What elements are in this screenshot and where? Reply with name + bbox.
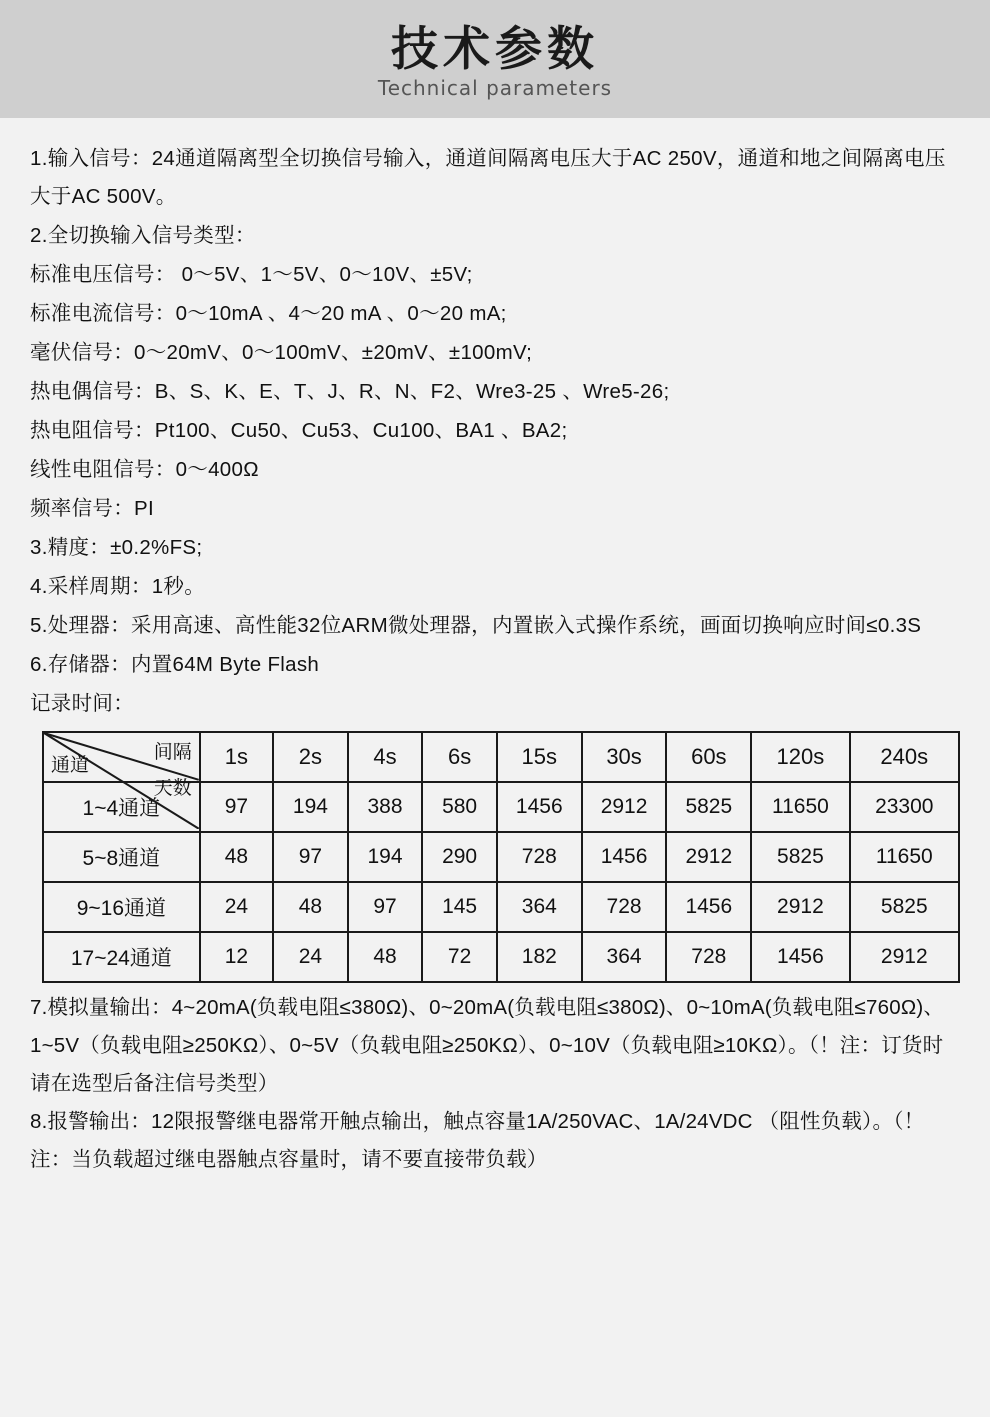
spec-line-processor: 5.处理器：采用高速、高性能32位ARM微处理器，内置嵌入式操作系统，画面切换响应时间≤0.3S xyxy=(30,614,922,637)
cell-ch9-16-240s: 5825 xyxy=(850,882,959,932)
row-label-ch1-4: 1~4通道 xyxy=(43,782,200,832)
spec-line-accuracy: 3.精度：±0.2%FS; xyxy=(30,536,203,559)
cell-ch5-8-4s: 194 xyxy=(348,832,423,882)
cell-ch9-16-4s: 97 xyxy=(348,882,423,932)
cell-ch1-4-4s: 388 xyxy=(348,782,423,832)
table-row xyxy=(43,932,959,982)
cell-ch1-4-15s: 1456 xyxy=(497,782,582,832)
page-header xyxy=(0,0,990,118)
cell-ch1-4-240s: 23300 xyxy=(850,782,959,832)
column-header-15s: 15s xyxy=(497,732,582,782)
cell-ch17-24-60s: 728 xyxy=(666,932,751,982)
page-title: 技术参数 xyxy=(391,22,599,76)
spec-line-current: 标准电流信号：0～10mA 、4～20 mA 、0～20 mA; xyxy=(30,302,507,325)
spec-content xyxy=(0,118,990,1179)
page-subtitle: Technical parameters xyxy=(377,75,613,100)
cell-ch5-8-240s: 11650 xyxy=(850,832,959,882)
spec-line-voltage: 标准电压信号： 0～5V、1～5V、0～10V、±5V; xyxy=(30,263,473,286)
cell-ch1-4-60s: 5825 xyxy=(666,782,751,832)
cell-ch1-4-120s: 11650 xyxy=(751,782,849,832)
table-row xyxy=(43,882,959,932)
corner-channel-label: 通道 xyxy=(51,755,90,776)
cell-ch17-24-30s: 364 xyxy=(582,932,667,982)
cell-ch5-8-120s: 5825 xyxy=(751,832,849,882)
cell-ch5-8-60s: 2912 xyxy=(666,832,751,882)
spec-line-alarm-output: 8.报警输出：12限报警继电器常开触点输出，触点容量1A/250VAC、1A/24VDC （阻性负载）。（！注：当负载超过继电器触点容量时，请不要直接带负载） xyxy=(30,1110,925,1171)
spec-line-analog-output: 7.模拟量输出：4~20mA(负载电阻≤380Ω)、0~20mA(负载电阻≤380Ω)、0~10mA(负载电阻≤760Ω)、1~5V（负载电阻≥250KΩ）、0~5V（负载电阻≥250KΩ）、0~10V（负载电阻≥10KΩ）。（！注：订货时请在选型后备注信号类型） xyxy=(30,996,945,1095)
cell-ch9-16-1s: 24 xyxy=(200,882,273,932)
cell-ch9-16-120s: 2912 xyxy=(751,882,849,932)
spec-line-frequency: 频率信号：PI xyxy=(30,497,154,520)
cell-ch5-8-6s: 290 xyxy=(422,832,497,882)
spec-line-millivolt: 毫伏信号：0～20mV、0～100mV、±20mV、±100mV; xyxy=(30,341,533,364)
corner-interval-label: 间隔 xyxy=(153,742,192,763)
cell-ch17-24-1s: 12 xyxy=(200,932,273,982)
table-header-row xyxy=(43,732,959,782)
spec-line-thermocouple: 热电偶信号：B、S、K、E、T、J、R、N、F2、Wre3-25 、Wre5-26; xyxy=(30,380,670,403)
spec-line-storage: 6.存储器：内置64M Byte Flash xyxy=(30,653,320,676)
cell-ch5-8-2s: 97 xyxy=(273,832,348,882)
row-label-ch17-24: 17~24通道 xyxy=(43,932,200,982)
spec-line-rtd: 热电阻信号：Pt100、Cu50、Cu53、Cu100、BA1 、BA2; xyxy=(30,419,568,442)
cell-ch17-24-15s: 182 xyxy=(497,932,582,982)
column-header-1s: 1s xyxy=(200,732,273,782)
cell-ch5-8-30s: 1456 xyxy=(582,832,667,882)
column-header-60s: 60s xyxy=(666,732,751,782)
column-header-6s: 6s xyxy=(422,732,497,782)
spec-line-record-time: 记录时间： xyxy=(30,692,134,715)
cell-ch1-4-1s: 97 xyxy=(200,782,273,832)
row-label-ch9-16: 9~16通道 xyxy=(43,882,200,932)
record-time-table-wrap xyxy=(42,731,960,983)
cell-ch1-4-6s: 580 xyxy=(422,782,497,832)
spec-line-input-signal: 1.输入信号：24通道隔离型全切换信号输入，通道间隔离电压大于AC 250V，通道和地之间隔离电压大于AC 500V。 xyxy=(30,147,946,208)
cell-ch9-16-60s: 1456 xyxy=(666,882,751,932)
cell-ch9-16-6s: 145 xyxy=(422,882,497,932)
cell-ch17-24-6s: 72 xyxy=(422,932,497,982)
cell-ch17-24-2s: 24 xyxy=(273,932,348,982)
column-header-4s: 4s xyxy=(348,732,423,782)
column-header-240s: 240s xyxy=(850,732,959,782)
cell-ch1-4-30s: 2912 xyxy=(582,782,667,832)
spec-line-linear-resistance: 线性电阻信号：0～400Ω xyxy=(30,458,259,481)
column-header-2s: 2s xyxy=(273,732,348,782)
row-label-ch5-8: 5~8通道 xyxy=(43,832,200,882)
cell-ch5-8-1s: 48 xyxy=(200,832,273,882)
corner-days-label: 天数 xyxy=(153,778,192,799)
cell-ch9-16-30s: 728 xyxy=(582,882,667,932)
cell-ch5-8-15s: 728 xyxy=(497,832,582,882)
cell-ch1-4-2s: 194 xyxy=(273,782,348,832)
cell-ch9-16-15s: 364 xyxy=(497,882,582,932)
record-time-table xyxy=(42,731,960,983)
column-header-30s: 30s xyxy=(582,732,667,782)
column-header-120s: 120s xyxy=(751,732,849,782)
table-row xyxy=(43,832,959,882)
spec-line-sampling: 4.采样周期：1秒。 xyxy=(30,575,205,598)
cell-ch17-24-4s: 48 xyxy=(348,932,423,982)
cell-ch17-24-240s: 2912 xyxy=(850,932,959,982)
table-corner-cell xyxy=(43,732,200,799)
cell-ch9-16-2s: 48 xyxy=(273,882,348,932)
spec-line-switch-types: 2.全切换输入信号类型： xyxy=(30,224,256,247)
cell-ch17-24-120s: 1456 xyxy=(751,932,849,982)
